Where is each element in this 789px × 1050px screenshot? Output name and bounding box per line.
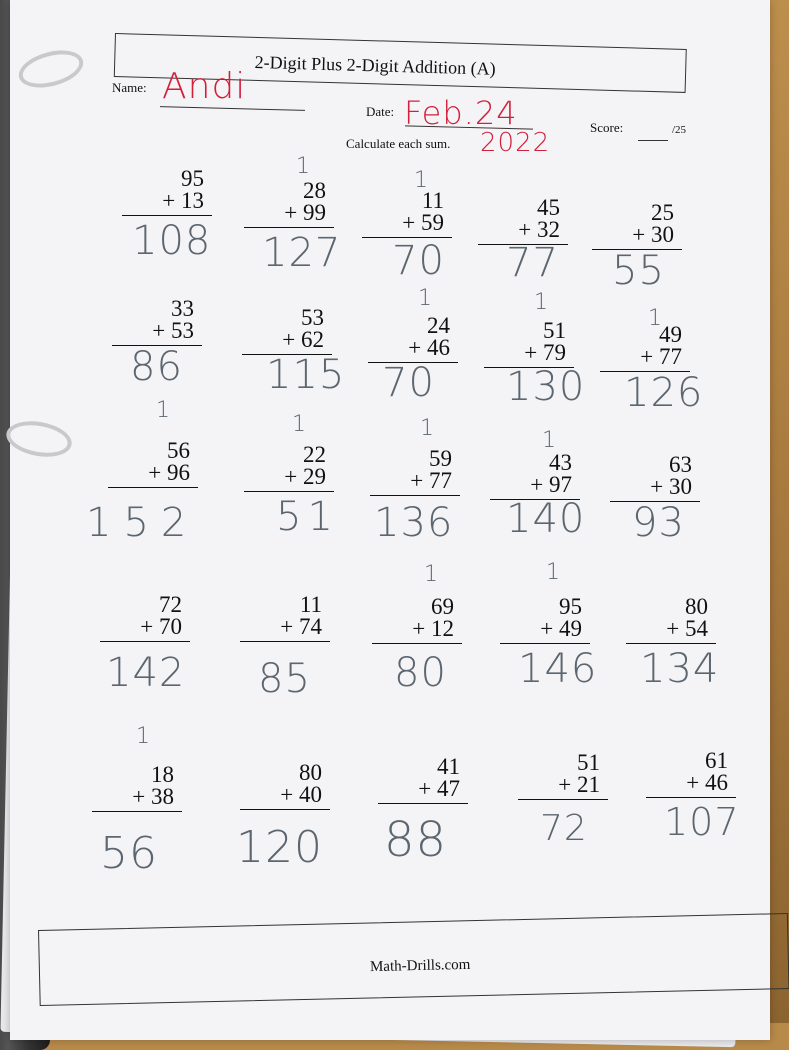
problem-16 bbox=[100, 594, 190, 642]
sum-bar bbox=[370, 495, 460, 496]
name-handwriting: Andi bbox=[162, 66, 247, 107]
answer-2: 127 bbox=[262, 230, 342, 276]
addend-bottom: + 54 bbox=[666, 616, 708, 641]
sum-bar bbox=[122, 215, 212, 216]
carry-8: 1 bbox=[418, 286, 432, 311]
footer-source: Math-Drills.com bbox=[369, 956, 471, 976]
sum-bar bbox=[626, 643, 716, 644]
addend-top: 69 bbox=[431, 594, 454, 619]
answer-4: 77 bbox=[506, 240, 559, 286]
problem-7 bbox=[242, 307, 332, 355]
answer-21: 56 bbox=[100, 828, 158, 879]
addend-top: 59 bbox=[429, 446, 452, 471]
answer-20: 134 bbox=[640, 646, 720, 692]
answer-18: 80 bbox=[394, 650, 447, 696]
carry-21: 1 bbox=[136, 724, 150, 749]
addend-top: 28 bbox=[303, 178, 326, 203]
score-line bbox=[638, 140, 668, 141]
sum-bar bbox=[100, 641, 190, 642]
addend-top: 25 bbox=[651, 200, 674, 225]
addend-top: 18 bbox=[151, 762, 174, 787]
sum-bar bbox=[378, 803, 468, 804]
carry-2: 1 bbox=[296, 154, 310, 179]
addend-bottom: + 30 bbox=[650, 474, 692, 499]
problem-8 bbox=[368, 315, 458, 363]
addend-top: 22 bbox=[303, 442, 326, 467]
addend-top: 11 bbox=[299, 592, 322, 617]
addend-bottom: + 40 bbox=[280, 782, 322, 807]
addend-bottom: + 77 bbox=[410, 468, 452, 493]
addend-bottom: + 70 bbox=[140, 614, 182, 639]
addend-bottom: + 74 bbox=[280, 614, 322, 639]
addend-bottom: + 46 bbox=[408, 335, 450, 360]
carry-12: 1 bbox=[292, 412, 306, 437]
problem-13 bbox=[370, 448, 460, 496]
answer-24: 72 bbox=[540, 808, 588, 849]
addend-bottom: + 12 bbox=[412, 616, 454, 641]
addend-top: 53 bbox=[301, 305, 324, 330]
score-label: Score: bbox=[590, 120, 624, 135]
answer-13: 136 bbox=[374, 500, 454, 546]
addend-top: 33 bbox=[171, 296, 194, 321]
score-total: /25 bbox=[672, 124, 687, 136]
problem-1 bbox=[122, 168, 212, 216]
addend-bottom: + 53 bbox=[152, 318, 194, 343]
addend-bottom: + 29 bbox=[284, 464, 326, 489]
problem-2 bbox=[244, 180, 334, 228]
problem-25 bbox=[646, 750, 736, 798]
carry-14: 1 bbox=[542, 428, 556, 453]
addend-bottom: + 38 bbox=[132, 784, 174, 809]
worksheet-title: 2-Digit Plus 2-Digit Addition (A) bbox=[254, 52, 496, 79]
addend-top: 95 bbox=[559, 594, 582, 619]
answer-25: 107 bbox=[664, 800, 740, 844]
problem-22 bbox=[240, 762, 330, 810]
problem-12 bbox=[244, 444, 334, 492]
addend-top: 41 bbox=[437, 754, 460, 779]
addend-top: 95 bbox=[181, 166, 204, 191]
year-handwriting: 2022 bbox=[480, 128, 551, 158]
answer-10: 126 bbox=[624, 370, 704, 416]
addend-top: 80 bbox=[685, 594, 708, 619]
date-handwriting: Feb.24 bbox=[404, 94, 518, 132]
answer-1: 108 bbox=[132, 218, 212, 264]
addend-bottom: + 30 bbox=[632, 222, 674, 247]
addend-top: 56 bbox=[167, 438, 190, 463]
problem-11 bbox=[108, 440, 198, 488]
sum-bar bbox=[646, 797, 736, 798]
addend-bottom: + 97 bbox=[530, 472, 572, 497]
sum-bar bbox=[500, 643, 590, 644]
addend-bottom: + 49 bbox=[540, 616, 582, 641]
carry-3: 1 bbox=[414, 168, 428, 193]
answer-11: 152 bbox=[86, 500, 199, 546]
problem-19 bbox=[500, 596, 590, 644]
addend-bottom: + 59 bbox=[402, 210, 444, 235]
addend-bottom: + 99 bbox=[284, 200, 326, 225]
carry-18: 1 bbox=[424, 562, 438, 587]
addend-bottom: + 46 bbox=[686, 770, 728, 795]
sum-bar bbox=[240, 641, 330, 642]
date-label: Date: bbox=[366, 104, 395, 119]
problem-17 bbox=[240, 594, 330, 642]
addend-top: 43 bbox=[549, 450, 572, 475]
addend-bottom: + 79 bbox=[524, 340, 566, 365]
instructions: Calculate each sum. bbox=[346, 136, 451, 151]
answer-16: 142 bbox=[106, 650, 186, 696]
sum-bar bbox=[108, 487, 198, 488]
answer-8: 70 bbox=[382, 360, 435, 406]
problem-23 bbox=[378, 756, 468, 804]
carry-11: 1 bbox=[156, 398, 170, 423]
carry-19: 1 bbox=[546, 560, 560, 585]
addend-bottom: + 13 bbox=[162, 188, 204, 213]
addend-bottom: + 77 bbox=[640, 344, 682, 369]
sum-bar bbox=[518, 799, 608, 800]
addend-bottom: + 32 bbox=[518, 217, 560, 242]
answer-9: 130 bbox=[506, 364, 586, 410]
addend-top: 63 bbox=[669, 452, 692, 477]
answer-17: 85 bbox=[258, 656, 311, 702]
addend-top: 61 bbox=[705, 748, 728, 773]
answer-3: 70 bbox=[392, 238, 445, 284]
answer-12: 51 bbox=[276, 494, 339, 540]
problem-14 bbox=[490, 452, 580, 500]
sum-bar bbox=[244, 227, 334, 228]
addend-bottom: + 62 bbox=[282, 327, 324, 352]
addend-top: 49 bbox=[659, 322, 682, 347]
problem-20 bbox=[626, 596, 716, 644]
answer-19: 146 bbox=[518, 646, 598, 692]
addend-top: 24 bbox=[427, 313, 450, 338]
addend-bottom: + 47 bbox=[418, 776, 460, 801]
problem-9 bbox=[484, 320, 574, 368]
problem-5 bbox=[592, 202, 682, 250]
problem-4 bbox=[478, 197, 568, 245]
addend-top: 51 bbox=[543, 318, 566, 343]
answer-23: 88 bbox=[384, 812, 448, 868]
carry-9: 1 bbox=[534, 290, 548, 315]
answer-7: 115 bbox=[266, 352, 346, 398]
answer-6: 86 bbox=[130, 344, 183, 390]
answer-15: 93 bbox=[632, 500, 685, 546]
problem-21 bbox=[92, 764, 182, 812]
answer-22: 120 bbox=[236, 822, 323, 873]
addend-bottom: + 96 bbox=[148, 460, 190, 485]
addend-top: 72 bbox=[159, 592, 182, 617]
problem-18 bbox=[372, 596, 462, 644]
carry-13: 1 bbox=[420, 416, 434, 441]
problem-15 bbox=[610, 454, 700, 502]
sum-bar bbox=[240, 809, 330, 810]
problem-3 bbox=[362, 190, 452, 238]
sum-bar bbox=[372, 643, 462, 644]
addend-bottom: + 21 bbox=[558, 772, 600, 797]
addend-top: 11 bbox=[421, 188, 444, 213]
answer-14: 140 bbox=[506, 496, 586, 542]
carry-10: 1 bbox=[648, 306, 662, 331]
sum-bar bbox=[244, 491, 334, 492]
sum-bar bbox=[92, 811, 182, 812]
problem-6 bbox=[112, 298, 202, 346]
name-label: Name: bbox=[112, 80, 147, 95]
problem-10 bbox=[600, 324, 690, 372]
addend-top: 80 bbox=[299, 760, 322, 785]
answer-5: 55 bbox=[612, 248, 665, 294]
problem-24 bbox=[518, 752, 608, 800]
addend-top: 45 bbox=[537, 195, 560, 220]
addend-top: 51 bbox=[577, 750, 600, 775]
